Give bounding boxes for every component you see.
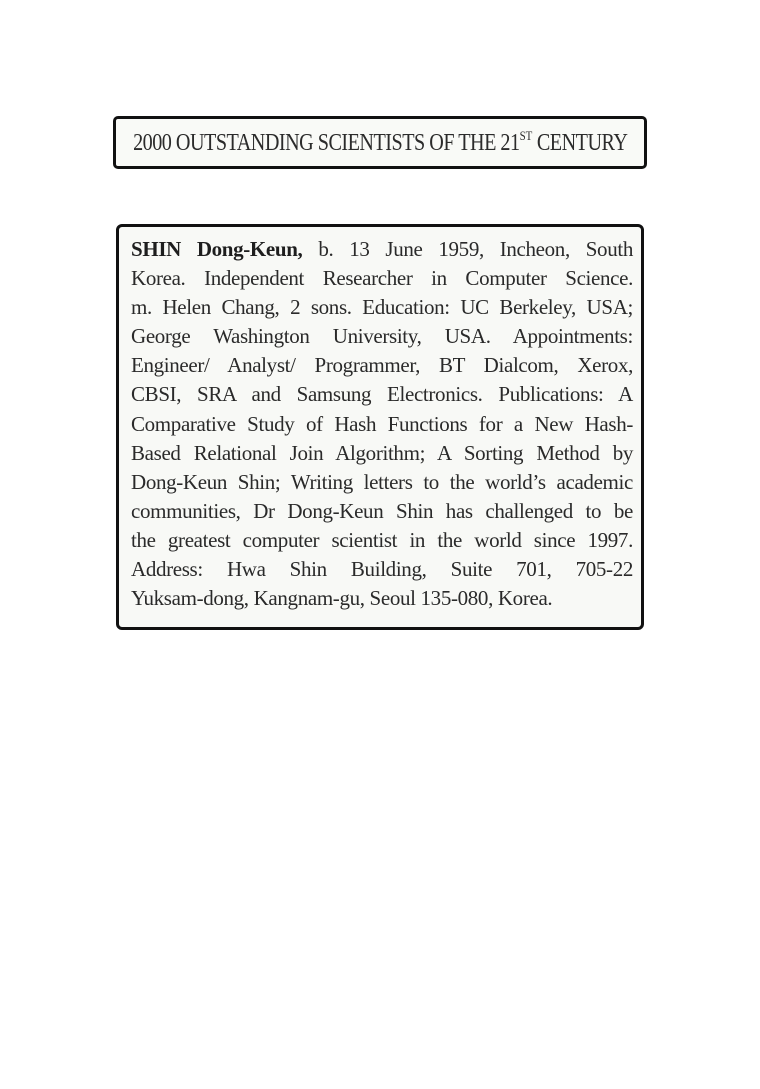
header-title-box <box>113 116 647 169</box>
title-superscript: ST <box>519 128 533 143</box>
biography-entry <box>131 235 633 613</box>
entry-line-2: Korea. Independent Researcher in Computer Science. <box>131 266 633 291</box>
entry-line-1 <box>131 235 633 264</box>
entry-line-7: Comparative Study of Hash Functions for a New Hash- <box>131 411 633 436</box>
entry-line-1-text: b. 13 June 1959, Incheon, South <box>302 237 633 261</box>
entry-line-11: the greatest computer scientist in the world since 1997. <box>131 527 633 552</box>
entry-line-13: Yuksam-dong, Kangnam-gu, Seoul 135-080, Korea. <box>131 586 553 611</box>
entry-line-12: Address: Hwa Shin Building, Suite 701, 705-22 <box>131 557 633 582</box>
entry-line-8: Based Relational Join Algorithm; A Sorting Method by <box>131 440 633 465</box>
entry-line-3: m. Helen Chang, 2 sons. Education: UC Berkeley, USA; <box>131 295 633 320</box>
entry-name: SHIN Dong-Keun, <box>131 237 303 261</box>
page-title <box>133 128 627 157</box>
entry-line-5: Engineer/ Analyst/ Programmer, BT Dialcom, Xerox, <box>131 353 633 378</box>
entry-line-9: Dong-Keun Shin; Writing letters to the world’s academic <box>131 469 633 494</box>
entry-line-6: CBSI, SRA and Samsung Electronics. Publications: A <box>131 382 633 407</box>
biography-entry-box <box>116 224 644 630</box>
title-prefix: 2000 OUTSTANDING SCIENTISTS OF THE 21 <box>132 130 520 156</box>
title-suffix: CENTURY <box>532 130 628 156</box>
entry-line-4: George Washington University, USA. Appointments: <box>131 324 633 349</box>
entry-line-10: communities, Dr Dong-Keun Shin has challenged to be <box>131 498 633 523</box>
